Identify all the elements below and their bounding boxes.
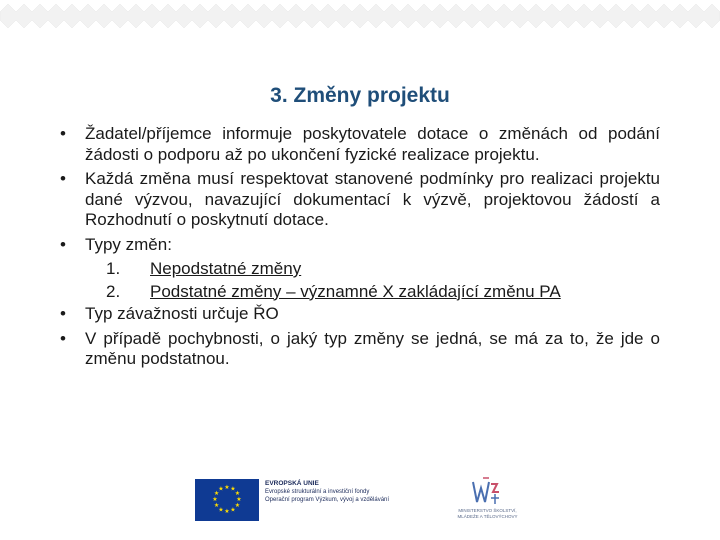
svg-text:★: ★: [224, 508, 230, 515]
bullet-item: • Typ závažnosti určuje ŘO: [60, 304, 660, 325]
eu-logo-text: [265, 480, 440, 504]
eu-flag-logo: [195, 479, 259, 521]
sub-item-number: 2.: [106, 281, 121, 301]
svg-text:★: ★: [212, 496, 218, 503]
msmt-emblem-icon: [445, 474, 530, 508]
svg-text:★: ★: [213, 490, 220, 497]
sub-item-text: Nepodstatné změny: [150, 259, 302, 278]
slide-content: [60, 124, 660, 374]
svg-text:★: ★: [218, 506, 224, 514]
bullet-item: • V případě pochybnosti, o jaký typ změny se jedná, se má za to, že jde o změnu podstatnou.: [60, 329, 660, 370]
svg-text:★: ★: [230, 506, 236, 514]
ministry-name: [445, 508, 530, 519]
numbered-sub-item: [60, 282, 660, 303]
eu-stars-icon: [195, 479, 259, 521]
sub-item-text: Podstatné změny – významné X zakládající změnu PA: [150, 281, 561, 301]
numbered-sub-item: [60, 259, 660, 280]
footer-logos: [195, 474, 535, 524]
eu-name: EVROPSKÁ UNIE: [265, 480, 319, 487]
svg-text:★: ★: [224, 484, 230, 491]
decorative-zigzag-border: [0, 0, 720, 30]
svg-text:★: ★: [234, 490, 241, 497]
svg-text:★: ★: [230, 485, 236, 493]
svg-text:★: ★: [234, 502, 241, 509]
svg-text:★: ★: [213, 502, 220, 509]
ministry-logo: [445, 474, 530, 522]
slide-title: [0, 84, 720, 108]
bullet-item: • Žadatel/příjemce informuje poskytovatele dotace o změnách od podání žádosti o podporu až po ukončení fyzické realizace projektu.: [60, 124, 660, 165]
svg-text:★: ★: [236, 496, 242, 503]
ministry-name-line1: MINISTERSTVO ŠKOLSTVÍ,: [458, 508, 517, 513]
slide-title-text: 3. Změny projektu: [270, 84, 450, 107]
bullet-item: • Typy změn:: [60, 235, 660, 256]
eu-programme-name: Operační program Výzkum, vývoj a vzdělávání: [265, 497, 390, 503]
eu-fund-name: Evropské strukturální a investiční fondy: [265, 489, 370, 495]
svg-text:★: ★: [218, 485, 224, 493]
sub-item-number: 1.: [106, 259, 121, 278]
bullet-item: • Každá změna musí respektovat stanovené podmínky pro realizaci projektu dané výzvou, navazující dokumentací k výzvě, projektovou žádostí a Rozhodnutí o poskytnutí dotace.: [60, 169, 660, 231]
ministry-name-line2: MLÁDEŽE A TĚLOVÝCHOVY: [457, 513, 518, 519]
